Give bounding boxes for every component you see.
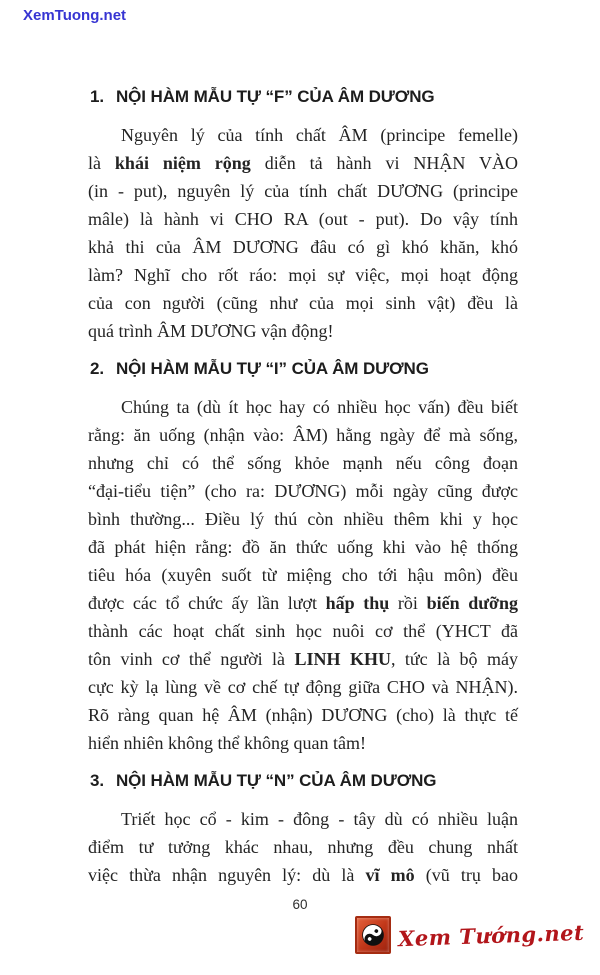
text-line: điểm tư tưởng khác nhau, nhưng đều chung nhất bbox=[88, 837, 518, 857]
section-heading bbox=[90, 86, 518, 108]
text-line: Rõ ràng quan hệ ÂM (nhận) DƯƠNG (cho) là thực tế bbox=[88, 705, 518, 725]
section-title: NỘI HÀM MẪU TỰ “F” CỦA ÂM DƯƠNG bbox=[116, 87, 435, 106]
yinyang-icon bbox=[355, 916, 391, 954]
text-line: là khái niệm rộng diễn tả hành vi NHẬN VÀO bbox=[88, 153, 518, 173]
section bbox=[88, 86, 518, 345]
text-line: việc thừa nhận nguyên lý: dù là vĩ mô (vũ trụ bao bbox=[88, 865, 519, 885]
section-paragraph bbox=[88, 805, 518, 889]
section-title: NỘI HÀM MẪU TỰ “I” CỦA ÂM DƯƠNG bbox=[116, 359, 429, 378]
text-line: rằng: ăn uống (nhận vào: ÂM) hằng ngày để mà sống, bbox=[88, 425, 518, 445]
logo-wordmark: Xem Tướng.net bbox=[397, 919, 585, 951]
text-line: tiêu hóa (xuyên suốt từ miệng cho tới hậu môn) đều bbox=[88, 565, 518, 585]
text-line: của con người (cũng như của mọi sinh vật) đều là bbox=[88, 293, 518, 313]
xemtuong-logo[interactable] bbox=[355, 916, 584, 954]
text-line: Chúng ta (dù ít học hay có nhiều học vấn) đều biết bbox=[121, 397, 518, 417]
section-number: 2. bbox=[90, 359, 104, 378]
section-heading bbox=[90, 358, 518, 380]
text-line: được các tổ chức ấy lần lượt hấp thụ rồi biến dưỡng bbox=[88, 593, 518, 613]
section-heading bbox=[90, 770, 518, 792]
text-line: khả thi của ÂM DƯƠNG đâu có gì khó khăn, khó bbox=[88, 237, 518, 257]
section bbox=[88, 770, 518, 889]
text-line: thành các hoạt chất sinh học nuôi cơ thể (YHCT đã bbox=[88, 621, 518, 641]
section-title: NỘI HÀM MẪU TỰ “N” CỦA ÂM DƯƠNG bbox=[116, 771, 437, 790]
text-line: (in - put), nguyên lý của tính chất DƯƠNG (principe bbox=[88, 181, 518, 201]
section-paragraph bbox=[88, 121, 518, 345]
text-line: “đại-tiểu tiện” (cho ra: DƯƠNG) mỗi ngày cũng được bbox=[88, 481, 518, 501]
text-line: làm? Nghĩ cho rốt ráo: mọi sự việc, mọi hoạt động bbox=[88, 265, 518, 285]
text-line: Triết học cổ - kim - đông - tây dù có nhiều luận bbox=[121, 809, 518, 829]
book-page-content bbox=[88, 86, 518, 889]
section bbox=[88, 358, 518, 757]
text-line: mâle) là hành vi CHO RA (out - put). Do vậy tính bbox=[88, 209, 518, 229]
text-line: quá trình ÂM DƯƠNG vận động! bbox=[88, 321, 334, 341]
section-number: 1. bbox=[90, 87, 104, 106]
page-number: 60 bbox=[292, 897, 308, 912]
xemtuong-site-link[interactable]: XemTuong.net bbox=[23, 7, 127, 24]
text-line: nhưng chỉ có thể sống khỏe mạnh nếu công đoạn bbox=[88, 453, 518, 473]
section-paragraph bbox=[88, 393, 518, 757]
text-line: đã phát hiện rằng: đồ ăn thức uống khi vào hệ thống bbox=[88, 537, 518, 557]
section-number: 3. bbox=[90, 771, 104, 790]
text-line: bình thường... Điều lý thú còn nhiều thêm khi y học bbox=[88, 509, 518, 529]
text-line: hiển nhiên không thể không quan tâm! bbox=[88, 733, 366, 753]
text-line: cực kỳ lạ lùng về cơ chế tự động giữa CHO và NHẬN). bbox=[88, 677, 518, 697]
text-line: tôn vinh cơ thể người là LINH KHU, tức là bộ máy bbox=[88, 649, 518, 669]
text-line: Nguyên lý của tính chất ÂM (principe femelle) bbox=[121, 125, 518, 145]
